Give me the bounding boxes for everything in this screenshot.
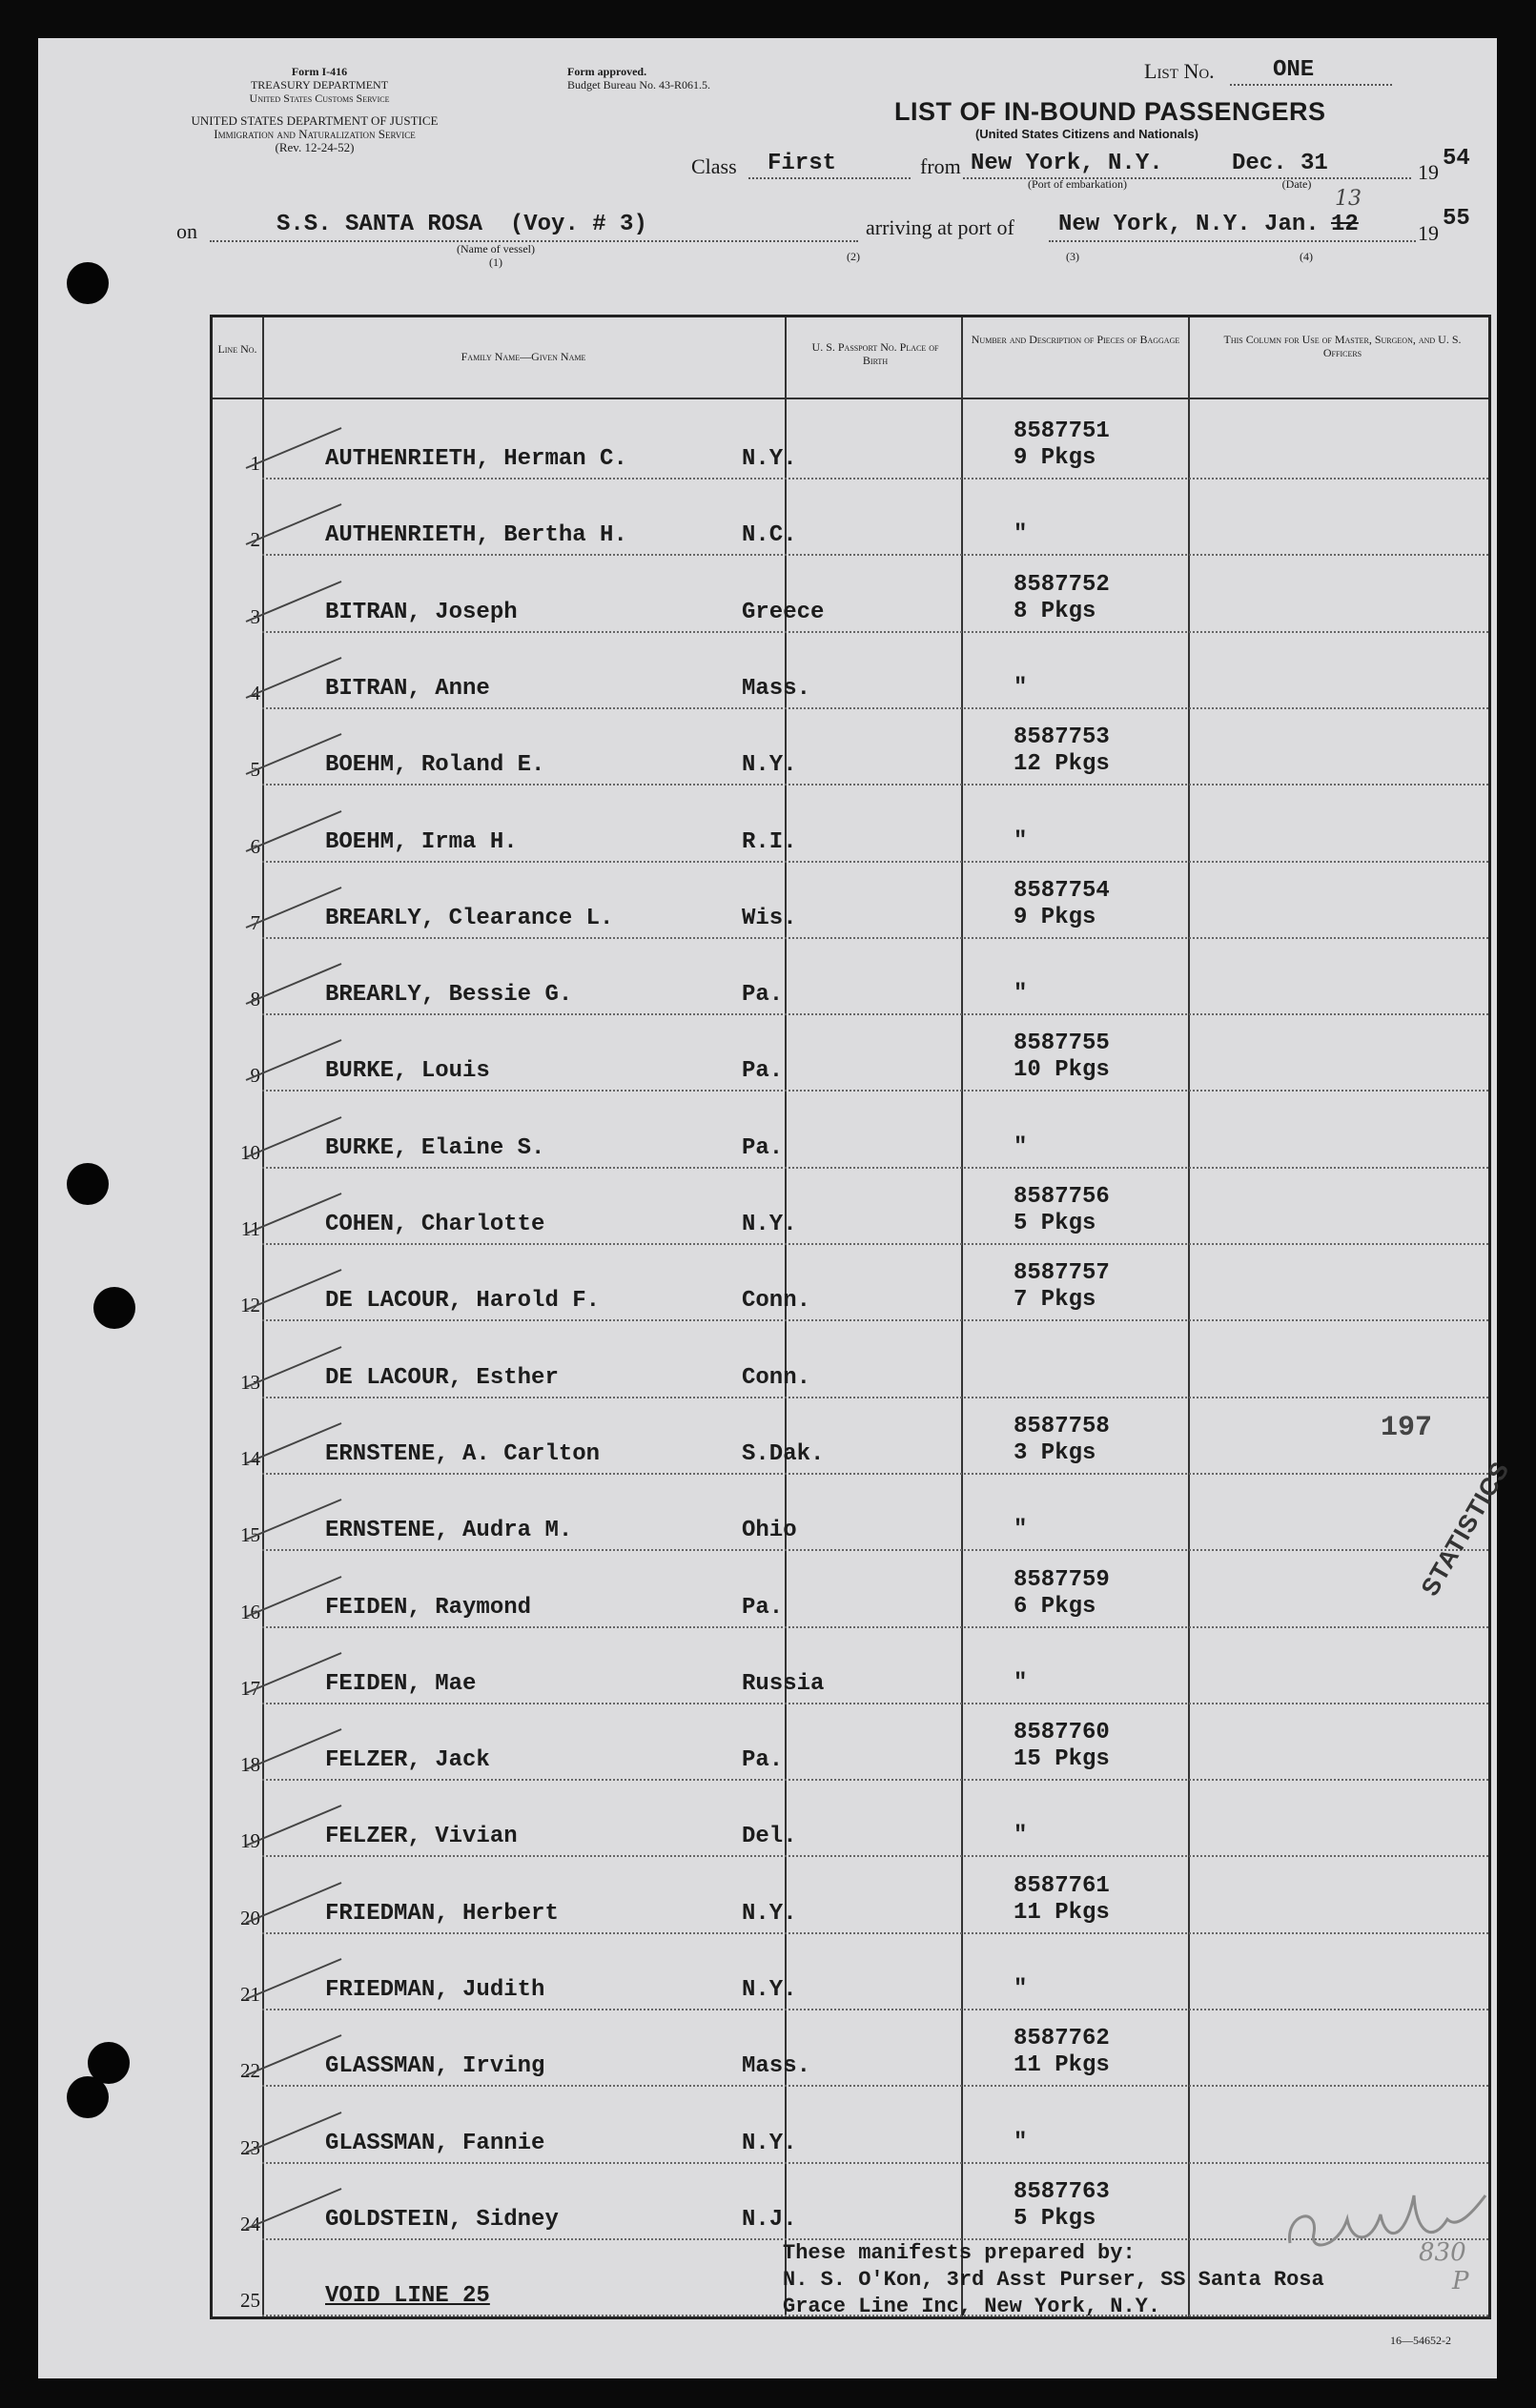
baggage <box>1014 724 1110 778</box>
print-code: 16—54652-2 <box>1390 2334 1451 2347</box>
baggage-count: " <box>1014 1133 1028 1160</box>
caption-2: (2) <box>847 250 860 263</box>
punch-hole <box>67 2076 109 2118</box>
form-approval <box>567 65 787 92</box>
manifest-sheet <box>38 38 1515 2378</box>
place-of-birth: Pa. <box>742 1594 784 1621</box>
place-of-birth: N.Y. <box>742 1212 797 1237</box>
punch-hole <box>93 1287 135 1329</box>
arrival-year: 55 <box>1443 206 1470 232</box>
place-of-birth: Wis. <box>742 905 797 931</box>
form-agency-block <box>224 65 415 105</box>
table-row <box>213 1398 1488 1475</box>
doj-block <box>167 114 462 154</box>
place-of-birth: Conn. <box>742 1364 811 1391</box>
baggage-count: 11 Pkgs <box>1014 1899 1110 1926</box>
baggage <box>1014 1184 1110 1237</box>
baggage <box>1014 521 1027 548</box>
baggage-count: " <box>1014 674 1028 701</box>
place-of-birth: Russia <box>742 1670 825 1697</box>
arrival-line <box>1049 187 1416 242</box>
place-of-birth: N.Y. <box>742 752 797 779</box>
page-subtitle: (United States Citizens and Nationals) <box>974 127 1199 141</box>
col-header-line: Line No. <box>217 342 257 356</box>
place-of-birth: R.I. <box>742 828 797 855</box>
baggage-number: 8587751 <box>1014 418 1110 444</box>
baggage <box>1014 828 1027 855</box>
year-prefix: 19 <box>1418 160 1439 184</box>
baggage-number: 8587752 <box>1014 571 1110 598</box>
check-mark <box>241 1875 346 1932</box>
baggage-number: 8587754 <box>1014 877 1110 904</box>
revision: (Rev. 12-24-52) <box>275 140 355 154</box>
check-mark <box>241 2028 346 2085</box>
prepared-by: These manifests prepared by: <box>783 2241 1136 2265</box>
baggage <box>1014 2179 1110 2233</box>
table-row <box>213 1781 1488 1857</box>
place-of-birth: Mass. <box>742 675 811 702</box>
passenger-name: ERNSTENE, A. Carlton <box>325 1440 601 1467</box>
baggage-count: 7 Pkgs <box>1014 1287 1096 1314</box>
baggage-number: 8587753 <box>1014 724 1110 751</box>
check-mark <box>241 1110 346 1167</box>
vessel-name: S.S. SANTA ROSA (Voy. # 3) <box>276 212 647 237</box>
row-line-number: 13 <box>240 1370 260 1394</box>
from-label: from <box>920 154 961 178</box>
col-header-baggage: Number and Description of Pieces of Baggage <box>971 333 1180 346</box>
check-mark <box>241 804 346 861</box>
check-mark <box>241 880 346 937</box>
baggage-count: 12 Pkgs <box>1014 751 1110 778</box>
row-line-number: 23 <box>240 2135 260 2159</box>
caption-1: (1) <box>489 255 502 269</box>
ins: Immigration and Naturalization Service <box>214 127 416 141</box>
check-mark <box>241 420 346 478</box>
check-mark <box>241 1186 346 1243</box>
baggage-count: 6 Pkgs <box>1014 1593 1096 1620</box>
passenger-name: BURKE, Louis <box>325 1058 490 1085</box>
place-of-birth: Mass. <box>742 2053 811 2080</box>
table-row <box>213 863 1488 939</box>
baggage <box>1014 2130 1027 2156</box>
row-line-number: 25 <box>240 2289 260 2313</box>
vessel-caption-text: (Name of vessel) <box>457 242 535 255</box>
passenger-name: BITRAN, Joseph <box>325 599 518 625</box>
check-mark <box>241 1645 346 1703</box>
pencil-signature-mark <box>1280 2176 1500 2281</box>
baggage-number: 8587760 <box>1014 1720 1110 1746</box>
baggage <box>1014 1134 1027 1161</box>
table-row <box>213 939 1488 1015</box>
row-line-number: 15 <box>240 1523 260 1547</box>
place-of-birth: N.Y. <box>742 2130 797 2156</box>
baggage-number: 8587761 <box>1014 1872 1110 1899</box>
baggage <box>1014 418 1110 472</box>
table-row <box>213 1475 1488 1551</box>
place-of-birth: Greece <box>742 599 825 625</box>
row-line-number: 8 <box>250 988 260 1011</box>
passenger-name: AUTHENRIETH, Bertha H. <box>325 522 627 549</box>
baggage-count: " <box>1014 981 1028 1008</box>
table-row <box>213 1934 1488 2010</box>
baggage <box>1014 1414 1110 1467</box>
place-of-birth: N.Y. <box>742 1900 797 1927</box>
table-row <box>213 1552 1488 1628</box>
baggage-number: 8587759 <box>1014 1566 1110 1593</box>
row-line-number: 17 <box>240 1676 260 1700</box>
port-embark-caption: (Port of embarkation) <box>1028 177 1127 191</box>
baggage-number: 8587756 <box>1014 1184 1110 1210</box>
check-mark <box>241 1262 346 1319</box>
departure-year: 54 <box>1443 146 1470 172</box>
baggage-count: 10 Pkgs <box>1014 1057 1110 1084</box>
baggage <box>1014 878 1110 931</box>
passenger-name: FELZER, Jack <box>325 1747 490 1774</box>
baggage-count: " <box>1014 827 1028 854</box>
row-line-number: 9 <box>250 1064 260 1088</box>
passenger-name: FRIEDMAN, Judith <box>325 1977 545 2003</box>
col-header-officers: This Column for Use of Master, Surgeon, and U. S. Officers <box>1223 333 1462 359</box>
baggage <box>1014 981 1027 1008</box>
table-row <box>213 1858 1488 1934</box>
page-title: LIST OF IN-BOUND PASSENGERS <box>894 97 1326 126</box>
check-mark <box>241 650 346 707</box>
baggage-count: 15 Pkgs <box>1014 1746 1110 1773</box>
check-mark <box>241 2181 346 2238</box>
row-line-number: 1 <box>250 452 260 475</box>
place-of-birth: N.Y. <box>742 1977 797 2003</box>
baggage-count: 5 Pkgs <box>1014 1211 1096 1236</box>
check-mark <box>241 1032 346 1090</box>
baggage-count: 3 Pkgs <box>1014 1439 1096 1466</box>
list-no-line <box>1230 59 1392 86</box>
treasury-dept: TREASURY DEPARTMENT <box>250 78 389 92</box>
check-mark <box>241 2105 346 2162</box>
passenger-name: FELZER, Vivian <box>325 1824 518 1850</box>
vessel-line <box>210 208 858 242</box>
baggage-count: 9 Pkgs <box>1014 445 1096 471</box>
table-row <box>213 403 1488 480</box>
statistics-stamp: STATISTICS <box>1415 1456 1515 1602</box>
from-value: New York, N.Y. <box>971 151 1163 176</box>
place-of-birth: Conn. <box>742 1288 811 1315</box>
passenger-name: GOLDSTEIN, Sidney <box>325 2206 559 2233</box>
baggage <box>1014 1031 1110 1084</box>
row-line-number: 3 <box>250 604 260 628</box>
baggage <box>1014 2026 1110 2079</box>
table-row <box>213 1245 1488 1321</box>
table-row <box>213 709 1488 786</box>
year-prefix-2: 19 <box>1418 221 1439 245</box>
row-line-number: 5 <box>250 758 260 782</box>
table-row <box>213 633 1488 709</box>
passenger-name: GLASSMAN, Fannie <box>325 2130 545 2156</box>
row-line-number: 11 <box>240 1217 260 1240</box>
passenger-name: DE LACOUR, Esther <box>325 1364 559 1391</box>
baggage-count: 11 Pkgs <box>1014 2052 1110 2079</box>
list-no-label: List No. <box>1144 59 1215 83</box>
place-of-birth: Pa. <box>742 1058 784 1085</box>
row-line-number: 6 <box>250 834 260 858</box>
purser-line: N. S. O'Kon, 3rd Asst Purser, SS Santa Rosa <box>783 2268 1324 2292</box>
place-of-birth: N.C. <box>742 522 797 549</box>
place-of-birth: N.Y. <box>742 446 797 472</box>
row-line-number: 19 <box>240 1829 260 1853</box>
baggage-number: 8587758 <box>1014 1413 1110 1439</box>
passenger-name: COHEN, Charlotte <box>325 1212 545 1237</box>
passenger-table <box>210 315 1515 2319</box>
check-mark <box>241 1569 346 1626</box>
passenger-name: BOEHM, Roland E. <box>325 752 545 779</box>
check-mark <box>241 1722 346 1779</box>
vessel-caption <box>420 242 572 269</box>
table-row <box>213 557 1488 633</box>
class-value: First <box>768 151 837 176</box>
class-line <box>748 149 911 179</box>
baggage <box>1014 572 1110 625</box>
table-row <box>213 786 1488 863</box>
punch-hole <box>67 1163 109 1205</box>
row-line-number: 10 <box>240 1140 260 1164</box>
place-of-birth: Ohio <box>742 1518 797 1544</box>
passenger-name: AUTHENRIETH, Herman C. <box>325 446 627 472</box>
check-mark <box>241 1492 346 1549</box>
baggage-count: " <box>1014 1517 1028 1543</box>
class-label: Class <box>691 154 737 178</box>
form-number: Form I-416 <box>291 65 348 78</box>
baggage-number: 8587757 <box>1014 1260 1110 1287</box>
baggage <box>1014 1823 1027 1849</box>
row-line-number: 14 <box>240 1446 260 1470</box>
passenger-name: FRIEDMAN, Herbert <box>325 1900 559 1927</box>
date-caption: (Date) <box>1281 177 1312 191</box>
baggage-count: 5 Pkgs <box>1014 2205 1096 2232</box>
passenger-name: BURKE, Elaine S. <box>325 1134 545 1161</box>
col-header-name: Family Name—Given Name <box>461 350 586 363</box>
passenger-name: BITRAN, Anne <box>325 675 490 702</box>
arrival-day-corrected: 13 <box>1335 187 1362 211</box>
row-line-number: 16 <box>240 1600 260 1623</box>
row-line-number: 12 <box>240 1294 260 1317</box>
arriving-label: arriving at port of <box>866 215 1014 239</box>
place-of-birth: Pa. <box>742 1134 784 1161</box>
table-row <box>213 1092 1488 1169</box>
check-mark <box>241 497 346 554</box>
pencil-note-2: P <box>1452 2267 1469 2296</box>
passenger-name: DE LACOUR, Harold F. <box>325 1288 601 1315</box>
row-line-number: 24 <box>240 2212 260 2235</box>
baggage-count: " <box>1014 1976 1028 2002</box>
place-of-birth: N.J. <box>742 2206 797 2233</box>
baggage-count: 8 Pkgs <box>1014 598 1096 624</box>
passenger-name: GLASSMAN, Irving <box>325 2053 545 2080</box>
place-of-birth: S.Dak. <box>742 1440 825 1467</box>
company-line: Grace Line Inc, New York, N.Y. <box>783 2295 1161 2318</box>
baggage-count: " <box>1014 2129 1028 2155</box>
customs-service: United States Customs Service <box>249 92 390 105</box>
row-line-number: 18 <box>240 1753 260 1777</box>
passenger-name: VOID LINE 25 <box>325 2283 490 2310</box>
place-of-birth: Pa. <box>742 982 784 1009</box>
col-header-passport: U. S. Passport No. Place of Birth <box>811 340 939 367</box>
from-line <box>963 149 1411 179</box>
passenger-name: BOEHM, Irma H. <box>325 828 518 855</box>
table-row <box>213 1628 1488 1704</box>
row-line-number: 7 <box>250 910 260 934</box>
baggage <box>1014 1976 1027 2003</box>
baggage <box>1014 1873 1110 1927</box>
baggage-number: 8587755 <box>1014 1031 1110 1057</box>
row-line-number: 22 <box>240 2059 260 2083</box>
table-row <box>213 1322 1488 1398</box>
arrival-day-struck: 12 <box>1331 212 1359 237</box>
form-approved: Form approved. <box>567 65 647 78</box>
passenger-name: FEIDEN, Mae <box>325 1670 477 1697</box>
baggage-number: 8587762 <box>1014 2026 1110 2052</box>
baggage <box>1014 1670 1027 1697</box>
place-of-birth: Pa. <box>742 1747 784 1774</box>
table-row <box>213 480 1488 556</box>
baggage-number: 8587763 <box>1014 2178 1110 2205</box>
on-label: on <box>176 219 197 243</box>
baggage <box>1014 1567 1110 1621</box>
passenger-name: ERNSTENE, Audra M. <box>325 1518 573 1544</box>
row-line-number: 4 <box>250 681 260 704</box>
passenger-name: FEIDEN, Raymond <box>325 1594 532 1621</box>
table-row <box>213 1704 1488 1781</box>
check-mark <box>241 1416 346 1473</box>
baggage <box>1014 1720 1110 1773</box>
row-line-number: 20 <box>240 1906 260 1929</box>
arrival-port: New York, N.Y. Jan. <box>1058 212 1320 237</box>
check-mark <box>241 574 346 631</box>
baggage-count: 9 Pkgs <box>1014 904 1096 930</box>
budget-bureau: Budget Bureau No. 43-R061.5. <box>567 78 710 92</box>
passenger-name: BREARLY, Bessie G. <box>325 982 573 1009</box>
check-mark <box>241 726 346 784</box>
check-mark <box>241 956 346 1013</box>
pencil-note: 830 <box>1419 2238 1466 2267</box>
caption-4: (4) <box>1300 250 1313 263</box>
check-mark <box>241 1339 346 1397</box>
baggage-count: " <box>1014 1669 1028 1696</box>
baggage <box>1014 1260 1110 1314</box>
table-row <box>213 1169 1488 1245</box>
row-line-number: 21 <box>240 1983 260 2006</box>
row-line-number: 2 <box>250 528 260 552</box>
passenger-name: BREARLY, Clearance L. <box>325 905 614 931</box>
officer-number: 197 <box>1381 1412 1433 1444</box>
check-mark <box>241 1951 346 2009</box>
list-no-value: ONE <box>1273 57 1315 83</box>
punch-hole <box>67 262 109 304</box>
caption-3: (3) <box>1066 250 1079 263</box>
table-row <box>213 2088 1488 2164</box>
place-of-birth: Del. <box>742 1824 797 1850</box>
baggage <box>1014 1517 1027 1543</box>
check-mark <box>241 1798 346 1855</box>
baggage-count: " <box>1014 1823 1028 1849</box>
departure-date: Dec. 31 <box>1232 151 1328 176</box>
table-row <box>213 1015 1488 1092</box>
baggage-count: " <box>1014 521 1028 548</box>
table-row <box>213 2010 1488 2087</box>
baggage <box>1014 675 1027 702</box>
doj: UNITED STATES DEPARTMENT OF JUSTICE <box>191 113 439 128</box>
header-divider <box>213 398 1488 399</box>
